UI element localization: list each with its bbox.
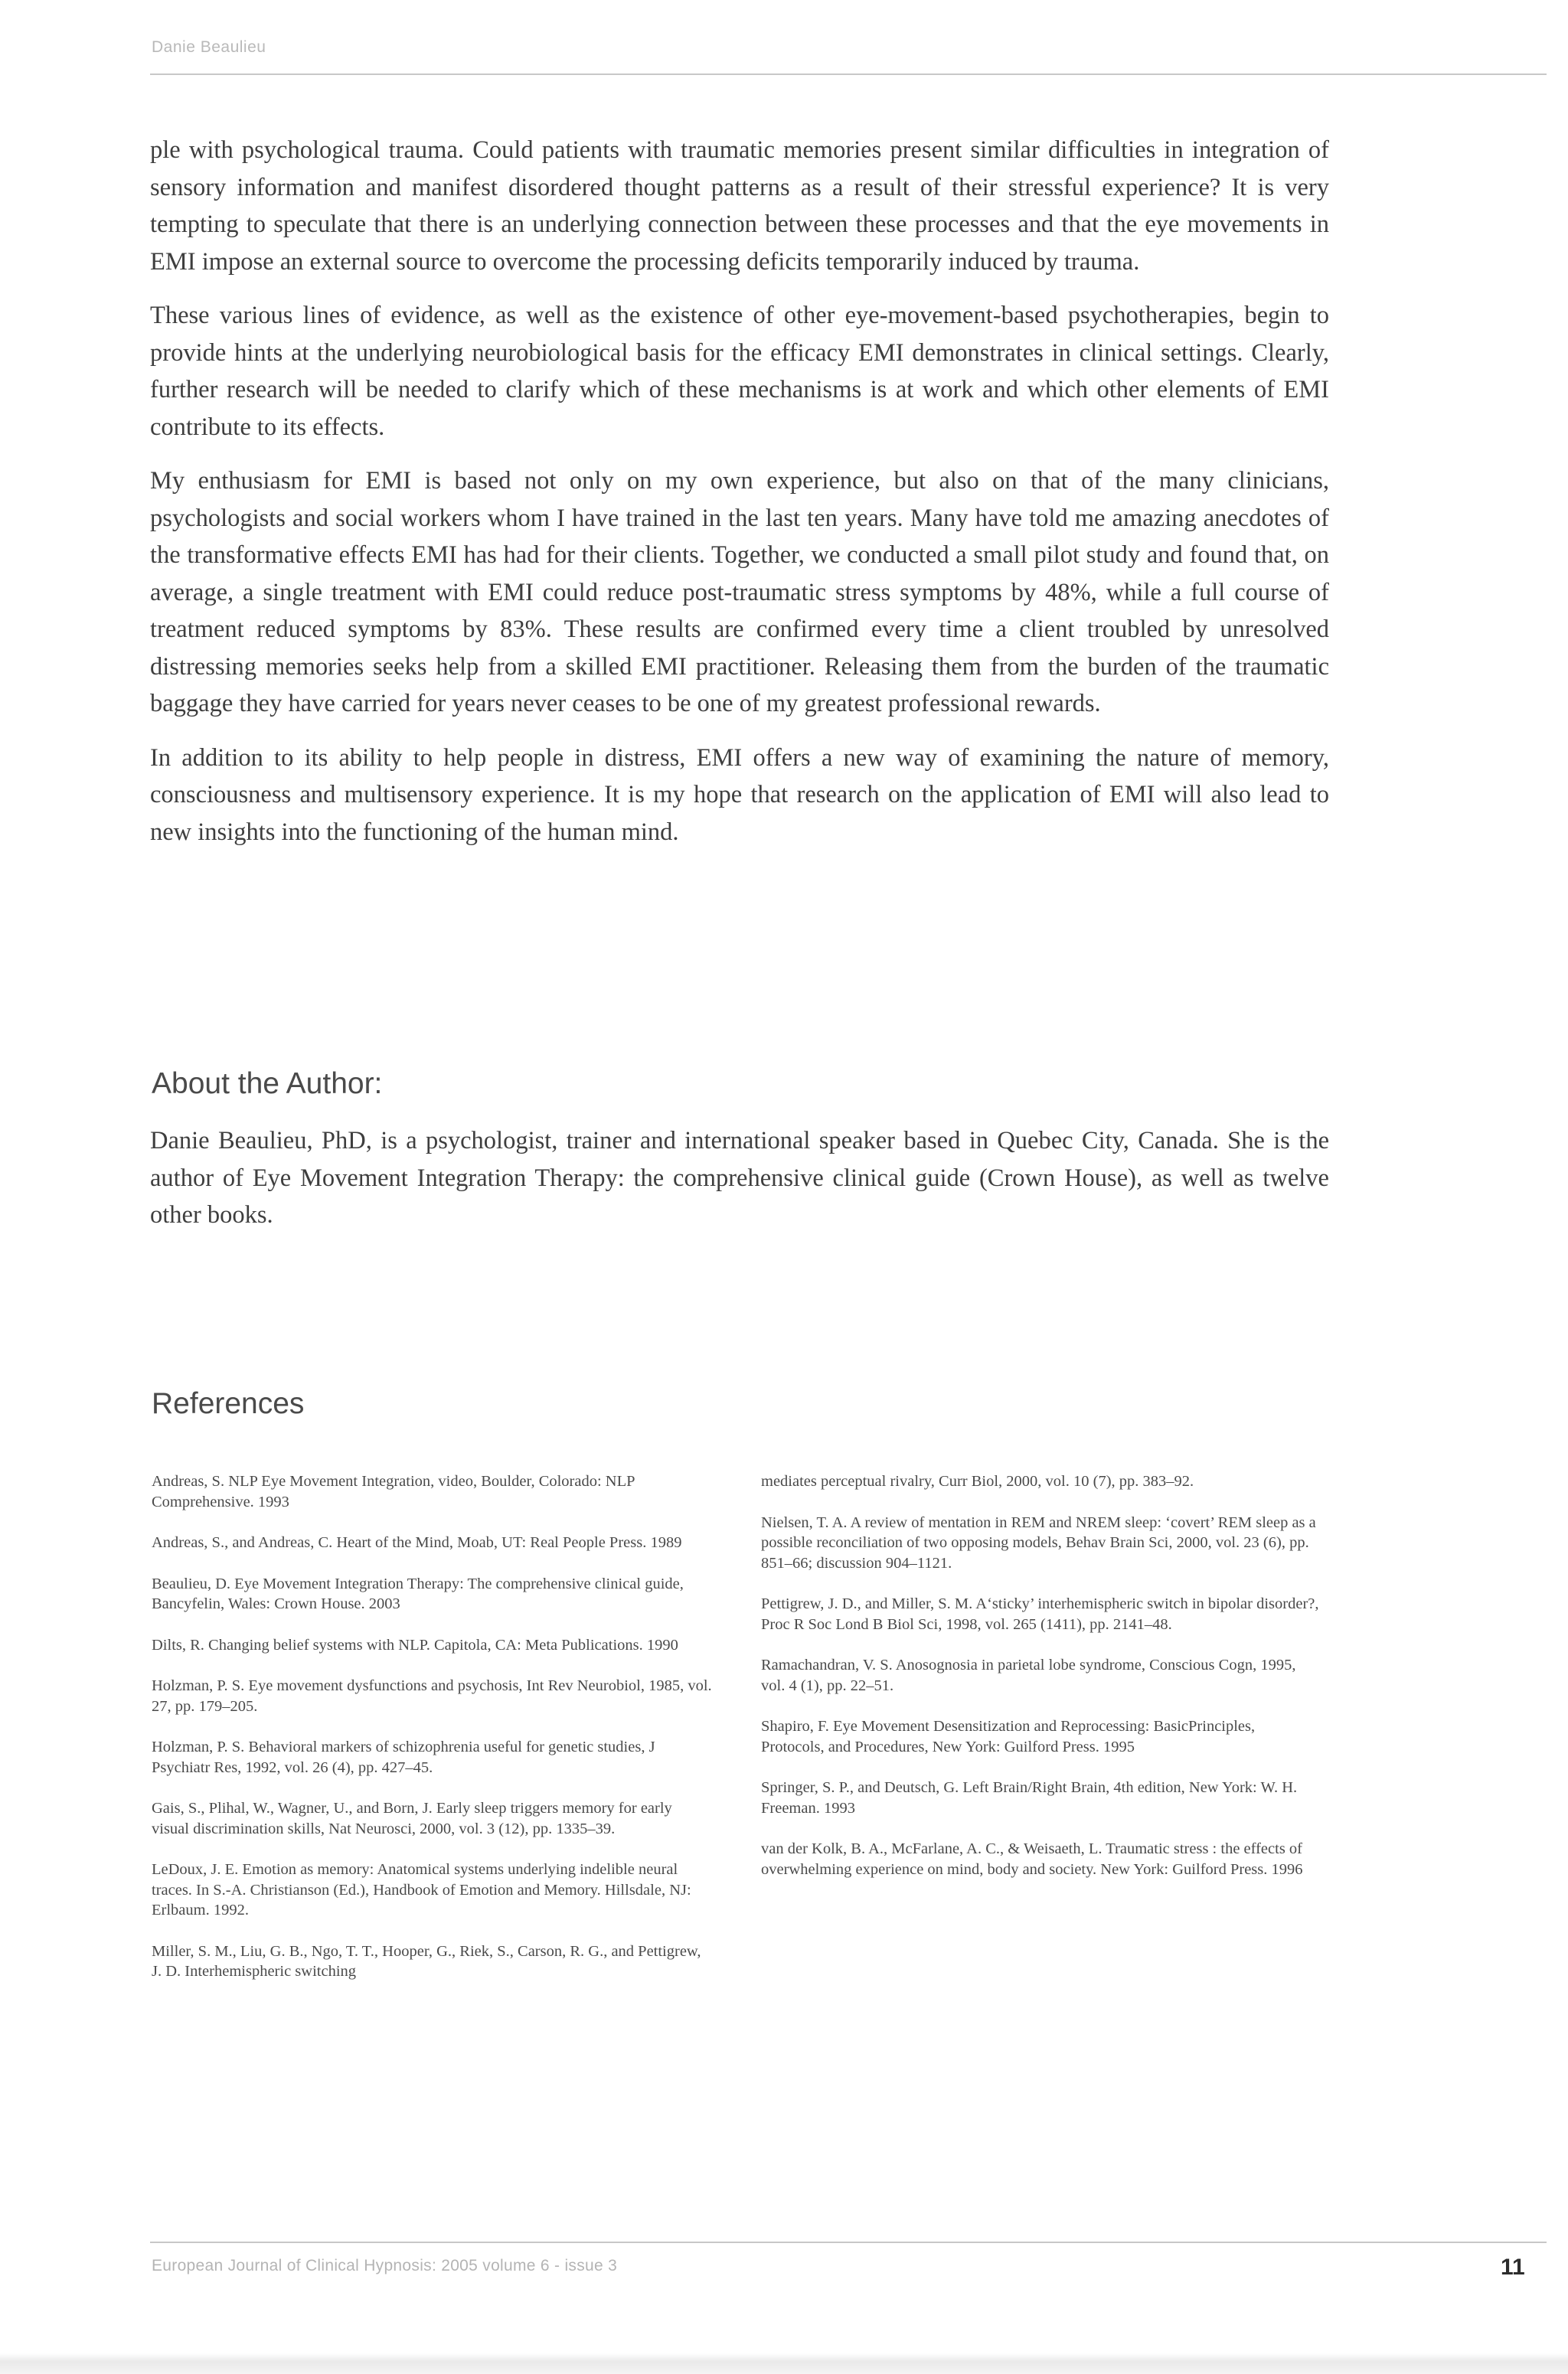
footer-divider [150, 2242, 1547, 2243]
about-author-text: Danie Beaulieu, PhD, is a psychologist, trainer and international speaker based in Quebec City, Canada. She is the author of Eye Movement Integration Therapy: the comprehensive clinical guide (Crown House), as well as twelve other books. [150, 1127, 1329, 1229]
article-body [150, 132, 1329, 867]
body-paragraph-3: My enthusiasm for EMI is based not only on my own experience, but also on that of the many clinicians, psychologists and social workers whom I have trained in the last ten years. Many have told me amazing anecdotes of the transformative effects EMI has had for their clients. Together, we conducted a small pilot study and found that, on average, a single treatment with EMI could reduce post-traumatic stress symptoms by 48%, while a full course of treatment reduced symptoms by 83%. These results are confirmed every time a client troubled by unresolved distressing memories seeks help from a skilled EMI practitioner. Releasing them from the burden of the traumatic baggage they have carried for years never ceases to be one of my greatest professional rewards. [150, 467, 1329, 717]
reference-item: Shapiro, F. Eye Movement Desensitization and Reprocessing: BasicPrinciples, Protocols, and Procedures, New York: Guilford Press. 1995 [761, 1718, 1256, 1755]
reference-item: Andreas, S., and Andreas, C. Heart of the Mind, Moab, UT: Real People Press. 1989 [152, 1534, 682, 1551]
scan-edge-shadow [0, 2353, 1568, 2374]
references-column-right [761, 1471, 1321, 1900]
reference-item: van der Kolk, B. A., McFarlane, A. C., & Weisaeth, L. Traumatic stress : the effects of overwhelming experience on mind, body and society. New York: Guilford Press. 1996 [761, 1840, 1303, 1878]
reference-item: mediates perceptual rivalry, Curr Biol, 2000, vol. 10 (7), pp. 383–92. [761, 1473, 1194, 1490]
reference-item: Pettigrew, J. D., and Miller, S. M. A‘sticky’ interhemispheric switch in bipolar disorder?, Proc R Soc Lond B Biol Sci, 1998, vol. 265 (1411), pp. 2141–48. [761, 1595, 1319, 1633]
page-number: 11 [1501, 2255, 1525, 2280]
body-paragraph-1: ple with psychological trauma. Could patients with traumatic memories present similar difficulties in integration of sensory information and manifest disordered thought patterns as a result of their stressful experience? It is very tempting to speculate that there is an underlying connection between these processes and that the eye movements in EMI impose an external source to overcome the processing deficits temporarily induced by trauma. [150, 136, 1329, 276]
body-paragraph-2: These various lines of evidence, as well as the existence of other eye-movement-based psychotherapies, begin to provide hints at the underlying neurobiological basis for the efficacy EMI demonstrates in clinical settings. Clearly, further research will be needed to clarify which of these mechanisms is at work and which other elements of EMI contribute to its effects. [150, 302, 1329, 441]
reference-item: Gais, S., Plihal, W., Wagner, U., and Born, J. Early sleep triggers memory for early visual discrimination skills, Nat Neurosci, 2000, vol. 3 (12), pp. 1335–39. [152, 1800, 672, 1837]
reference-item: Holzman, P. S. Eye movement dysfunctions and psychosis, Int Rev Neurobiol, 1985, vol. 27, pp. 179–205. [152, 1677, 712, 1715]
reference-item: Springer, S. P., and Deutsch, G. Left Brain/Right Brain, 4th edition, New York: W. H. Freeman. 1993 [761, 1779, 1298, 1817]
references-column-left [152, 1471, 712, 2003]
header-divider [150, 73, 1547, 75]
reference-item: Beaulieu, D. Eye Movement Integration Therapy: The comprehensive clinical guide, Bancyfelin, Wales: Crown House. 2003 [152, 1575, 684, 1612]
running-head-author: Danie Beaulieu [152, 38, 266, 56]
reference-item: Miller, S. M., Liu, G. B., Ngo, T. T., Hooper, G., Riek, S., Carson, R. G., and Pettigrew, J. D. Interhemispheric switching [152, 1942, 701, 1980]
reference-item: Nielsen, T. A. A review of mentation in REM and NREM sleep: ‘covert’ REM sleep as a possible reconciliation of two opposing models, Behav Brain Sci, 2000, vol. 23 (6), pp. 851–66; discussion 904–1121. [761, 1514, 1316, 1572]
reference-item: LeDoux, J. E. Emotion as memory: Anatomical systems underlying indelible neural traces. In S.-A. Christianson (Ed.), Handbook of Emotion and Memory. Hillsdale, NJ: Erlbaum. 1992. [152, 1861, 691, 1918]
reference-item: Holzman, P. S. Behavioral markers of schizophrenia useful for genetic studies, J Psychiatr Res, 1992, vol. 26 (4), pp. 427–45. [152, 1739, 655, 1776]
journal-footer: European Journal of Clinical Hypnosis: 2005 volume 6 - issue 3 [152, 2257, 618, 2274]
references-heading: References [152, 1387, 305, 1420]
about-author-heading: About the Author: [152, 1067, 383, 1100]
reference-item: Dilts, R. Changing belief systems with NLP. Capitola, CA: Meta Publications. 1990 [152, 1636, 678, 1654]
body-paragraph-4: In addition to its ability to help people in distress, EMI offers a new way of examining the nature of memory, consciousness and multisensory experience. It is my hope that research on the application of EMI will also lead to new insights into the functioning of the human mind. [150, 743, 1329, 846]
reference-item: Ramachandran, V. S. Anosognosia in parietal lobe syndrome, Conscious Cogn, 1995, vol. 4 (1), pp. 22–51. [761, 1657, 1296, 1694]
reference-item: Andreas, S. NLP Eye Movement Integration, video, Boulder, Colorado: NLP Comprehensive. 1993 [152, 1473, 635, 1510]
